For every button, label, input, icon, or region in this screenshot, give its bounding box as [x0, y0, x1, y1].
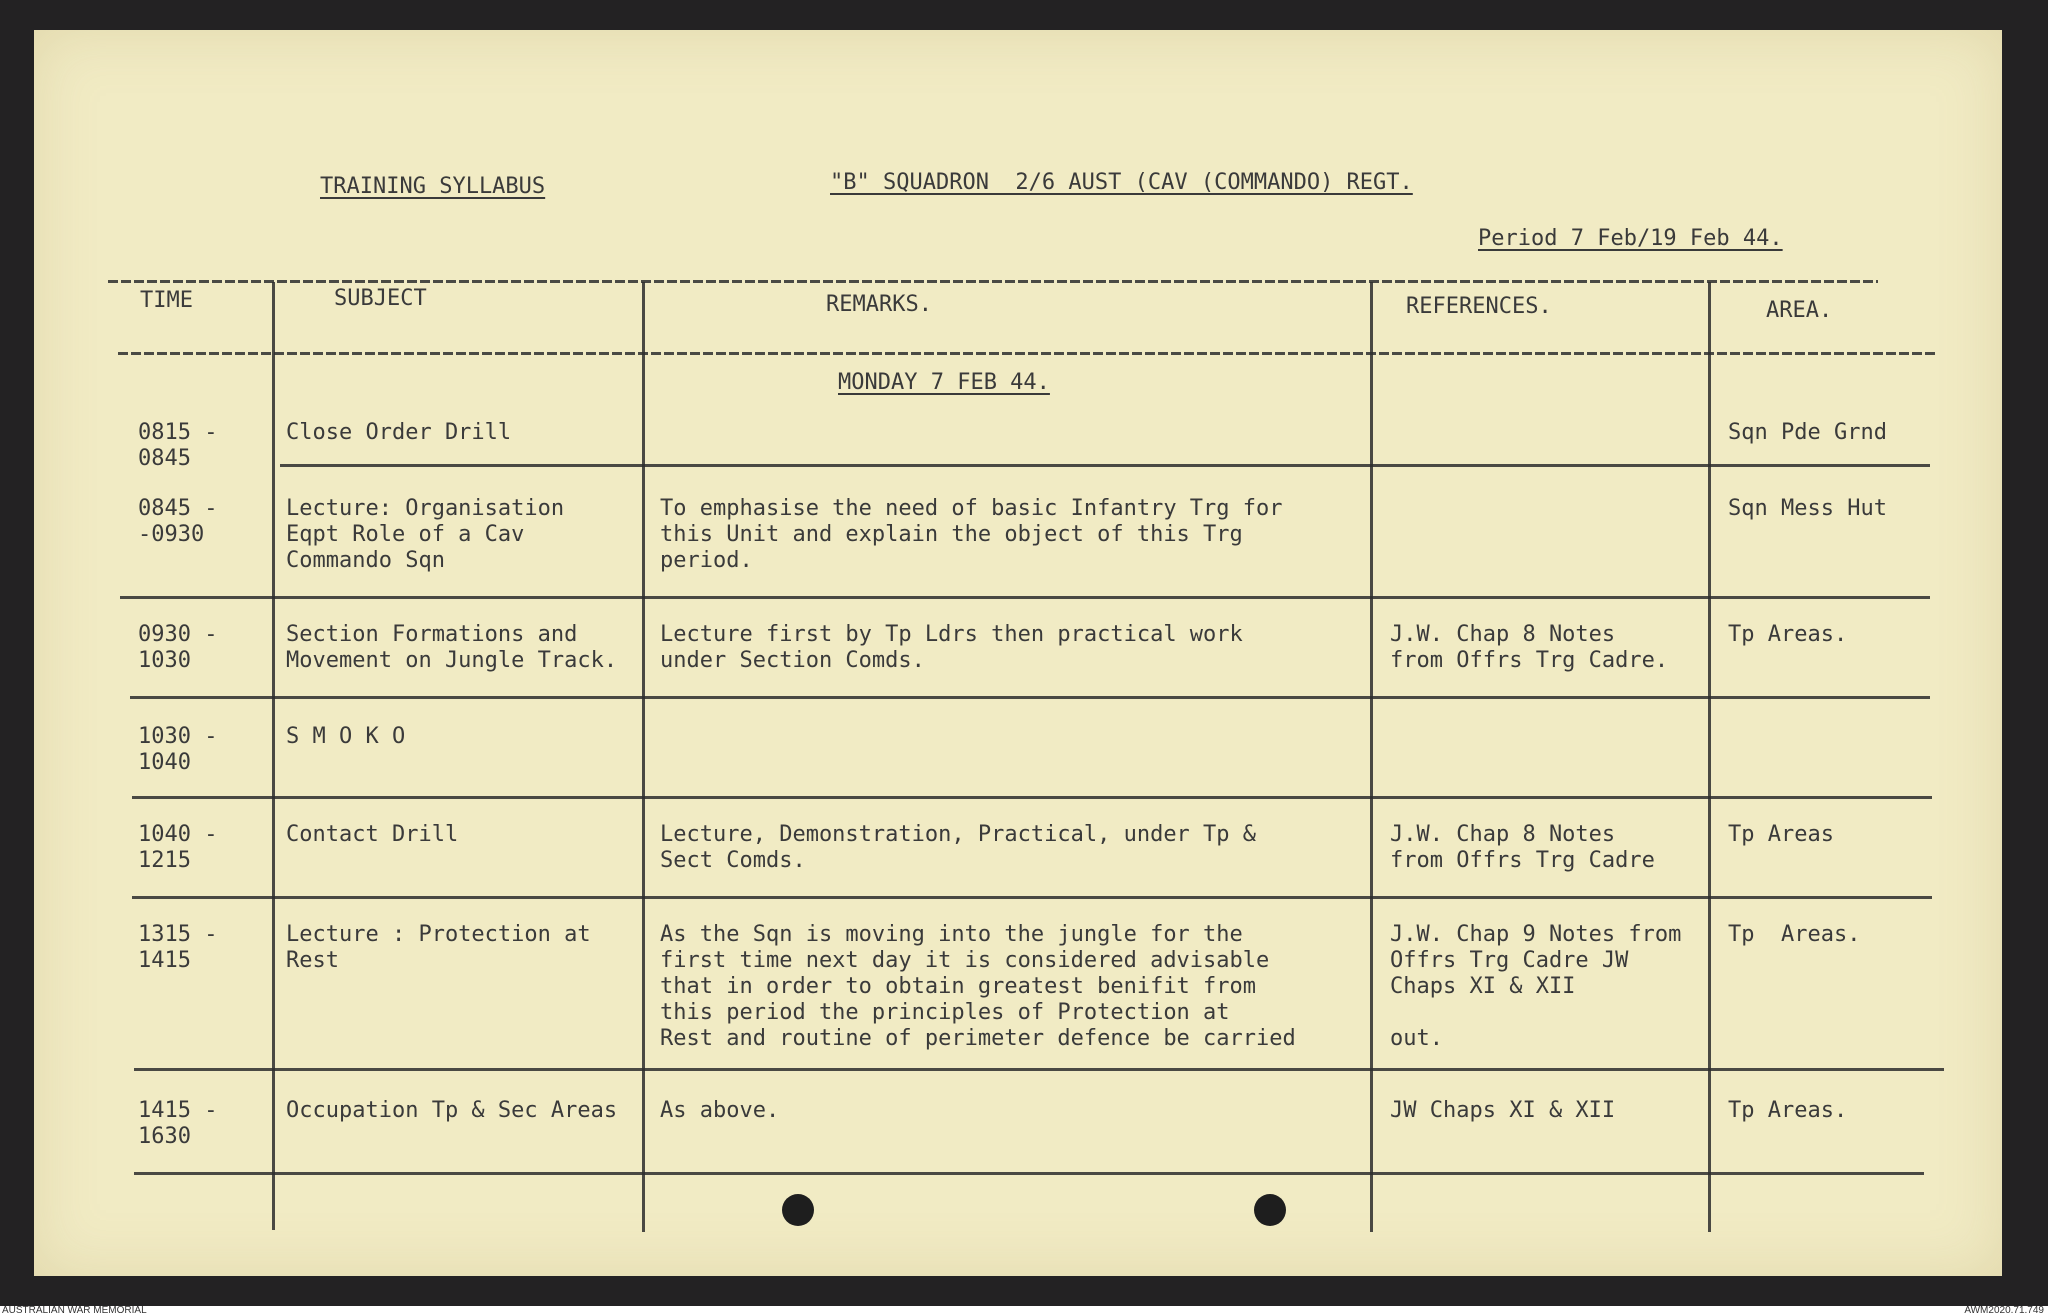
document-title: TRAINING SYLLABUS: [320, 174, 546, 199]
subject-line: Contact Drill: [286, 822, 459, 847]
time-line: 1315 -: [138, 922, 218, 947]
row-rule: [134, 1068, 1944, 1071]
unit-heading: "B" SQUADRON 2/6 AUST (CAV (COMMANDO) REGT.: [830, 170, 1413, 195]
area-line: Tp Areas.: [1728, 922, 1861, 947]
references-line: from Offrs Trg Cadre.: [1390, 648, 1669, 673]
remarks-line: As the Sqn is moving into the jungle for the: [660, 922, 1243, 947]
time-line: 1215: [138, 848, 191, 873]
subject-line: Commando Sqn: [286, 548, 445, 573]
subject-line: Lecture : Protection at: [286, 922, 591, 947]
subject-line: Eqpt Role of a Cav: [286, 522, 525, 547]
day-heading: MONDAY 7 FEB 44.: [838, 370, 1050, 395]
subject-line: Section Formations and: [286, 622, 578, 647]
remarks-line: Sect Comds.: [660, 848, 806, 873]
time-line: 0815 -: [138, 420, 218, 445]
column-divider: [1370, 282, 1373, 1232]
remarks-line: Lecture, Demonstration, Practical, under Tp &: [660, 822, 1257, 847]
time-line: 0845 -: [138, 496, 218, 521]
time-line: 1030 -: [138, 724, 218, 749]
subject-line: Close Order Drill: [286, 420, 512, 445]
row-rule: [132, 896, 1932, 899]
area-line: Sqn Pde Grnd: [1728, 420, 1887, 445]
table-bottom-rule: [134, 1172, 1924, 1175]
remarks-line: this period the principles of Protection at: [660, 1000, 1230, 1025]
remarks-line: under Section Comds.: [660, 648, 925, 673]
references-line: from Offrs Trg Cadre: [1390, 848, 1655, 873]
column-divider: [1708, 282, 1711, 1232]
subject-line: Rest: [286, 948, 339, 973]
row-rule: [280, 464, 1930, 467]
remarks-line: Rest and routine of perimeter defence be carried: [660, 1026, 1296, 1051]
time-line: 1415: [138, 948, 191, 973]
time-line: 1415 -: [138, 1098, 218, 1123]
column-header-subject: SUBJECT: [334, 286, 427, 311]
subject-line: S M O K O: [286, 724, 406, 749]
time-line: -0930: [138, 522, 205, 547]
column-header-time: TIME: [140, 288, 193, 313]
remarks-line: that in order to obtain greatest benifit from: [660, 974, 1257, 999]
column-header-area: AREA.: [1766, 298, 1833, 323]
footer-left: AUSTRALIAN WAR MEMORIAL: [2, 1305, 147, 1316]
footer-right: AWM2020.71.749: [1964, 1305, 2044, 1316]
references-line: JW Chaps XI & XII: [1390, 1098, 1616, 1123]
column-header-remarks: REMARKS.: [826, 292, 932, 317]
remarks-line: To emphasise the need of basic Infantry Trg for: [660, 496, 1283, 521]
remarks-line: first time next day it is considered advisable: [660, 948, 1270, 973]
references-line: out.: [1390, 1026, 1443, 1051]
row-rule: [130, 696, 1930, 699]
row-rule: [132, 796, 1932, 799]
header-rule: [118, 352, 1936, 355]
area-line: Tp Areas: [1728, 822, 1834, 847]
time-line: 1030: [138, 648, 191, 673]
time-line: 1040 -: [138, 822, 218, 847]
references-line: J.W. Chap 8 Notes: [1390, 822, 1616, 847]
period-heading: Period 7 Feb/19 Feb 44.: [1478, 226, 1783, 251]
punch-hole: [782, 1194, 814, 1226]
row-rule: [120, 596, 1930, 599]
column-divider: [642, 282, 645, 1232]
references-line: Chaps XI & XII: [1390, 974, 1576, 999]
references-line: Offrs Trg Cadre JW: [1390, 948, 1629, 973]
column-header-references: REFERENCES.: [1406, 294, 1552, 319]
time-line: 1040: [138, 750, 191, 775]
table-top-rule: [108, 280, 1878, 283]
column-divider: [272, 282, 275, 1230]
area-line: Tp Areas.: [1728, 1098, 1848, 1123]
subject-line: Movement on Jungle Track.: [286, 648, 618, 673]
subject-line: Lecture: Organisation: [286, 496, 565, 521]
remarks-line: Lecture first by Tp Ldrs then practical work: [660, 622, 1243, 647]
remarks-line: As above.: [660, 1098, 780, 1123]
references-line: J.W. Chap 9 Notes from: [1390, 922, 1682, 947]
area-line: Sqn Mess Hut: [1728, 496, 1887, 521]
time-line: 1630: [138, 1124, 191, 1149]
time-line: 0930 -: [138, 622, 218, 647]
time-line: 0845: [138, 446, 191, 471]
remarks-line: period.: [660, 548, 753, 573]
references-line: J.W. Chap 8 Notes: [1390, 622, 1616, 647]
subject-line: Occupation Tp & Sec Areas: [286, 1098, 618, 1123]
area-line: Tp Areas.: [1728, 622, 1848, 647]
remarks-line: this Unit and explain the object of this Trg: [660, 522, 1243, 547]
punch-hole: [1254, 1194, 1286, 1226]
